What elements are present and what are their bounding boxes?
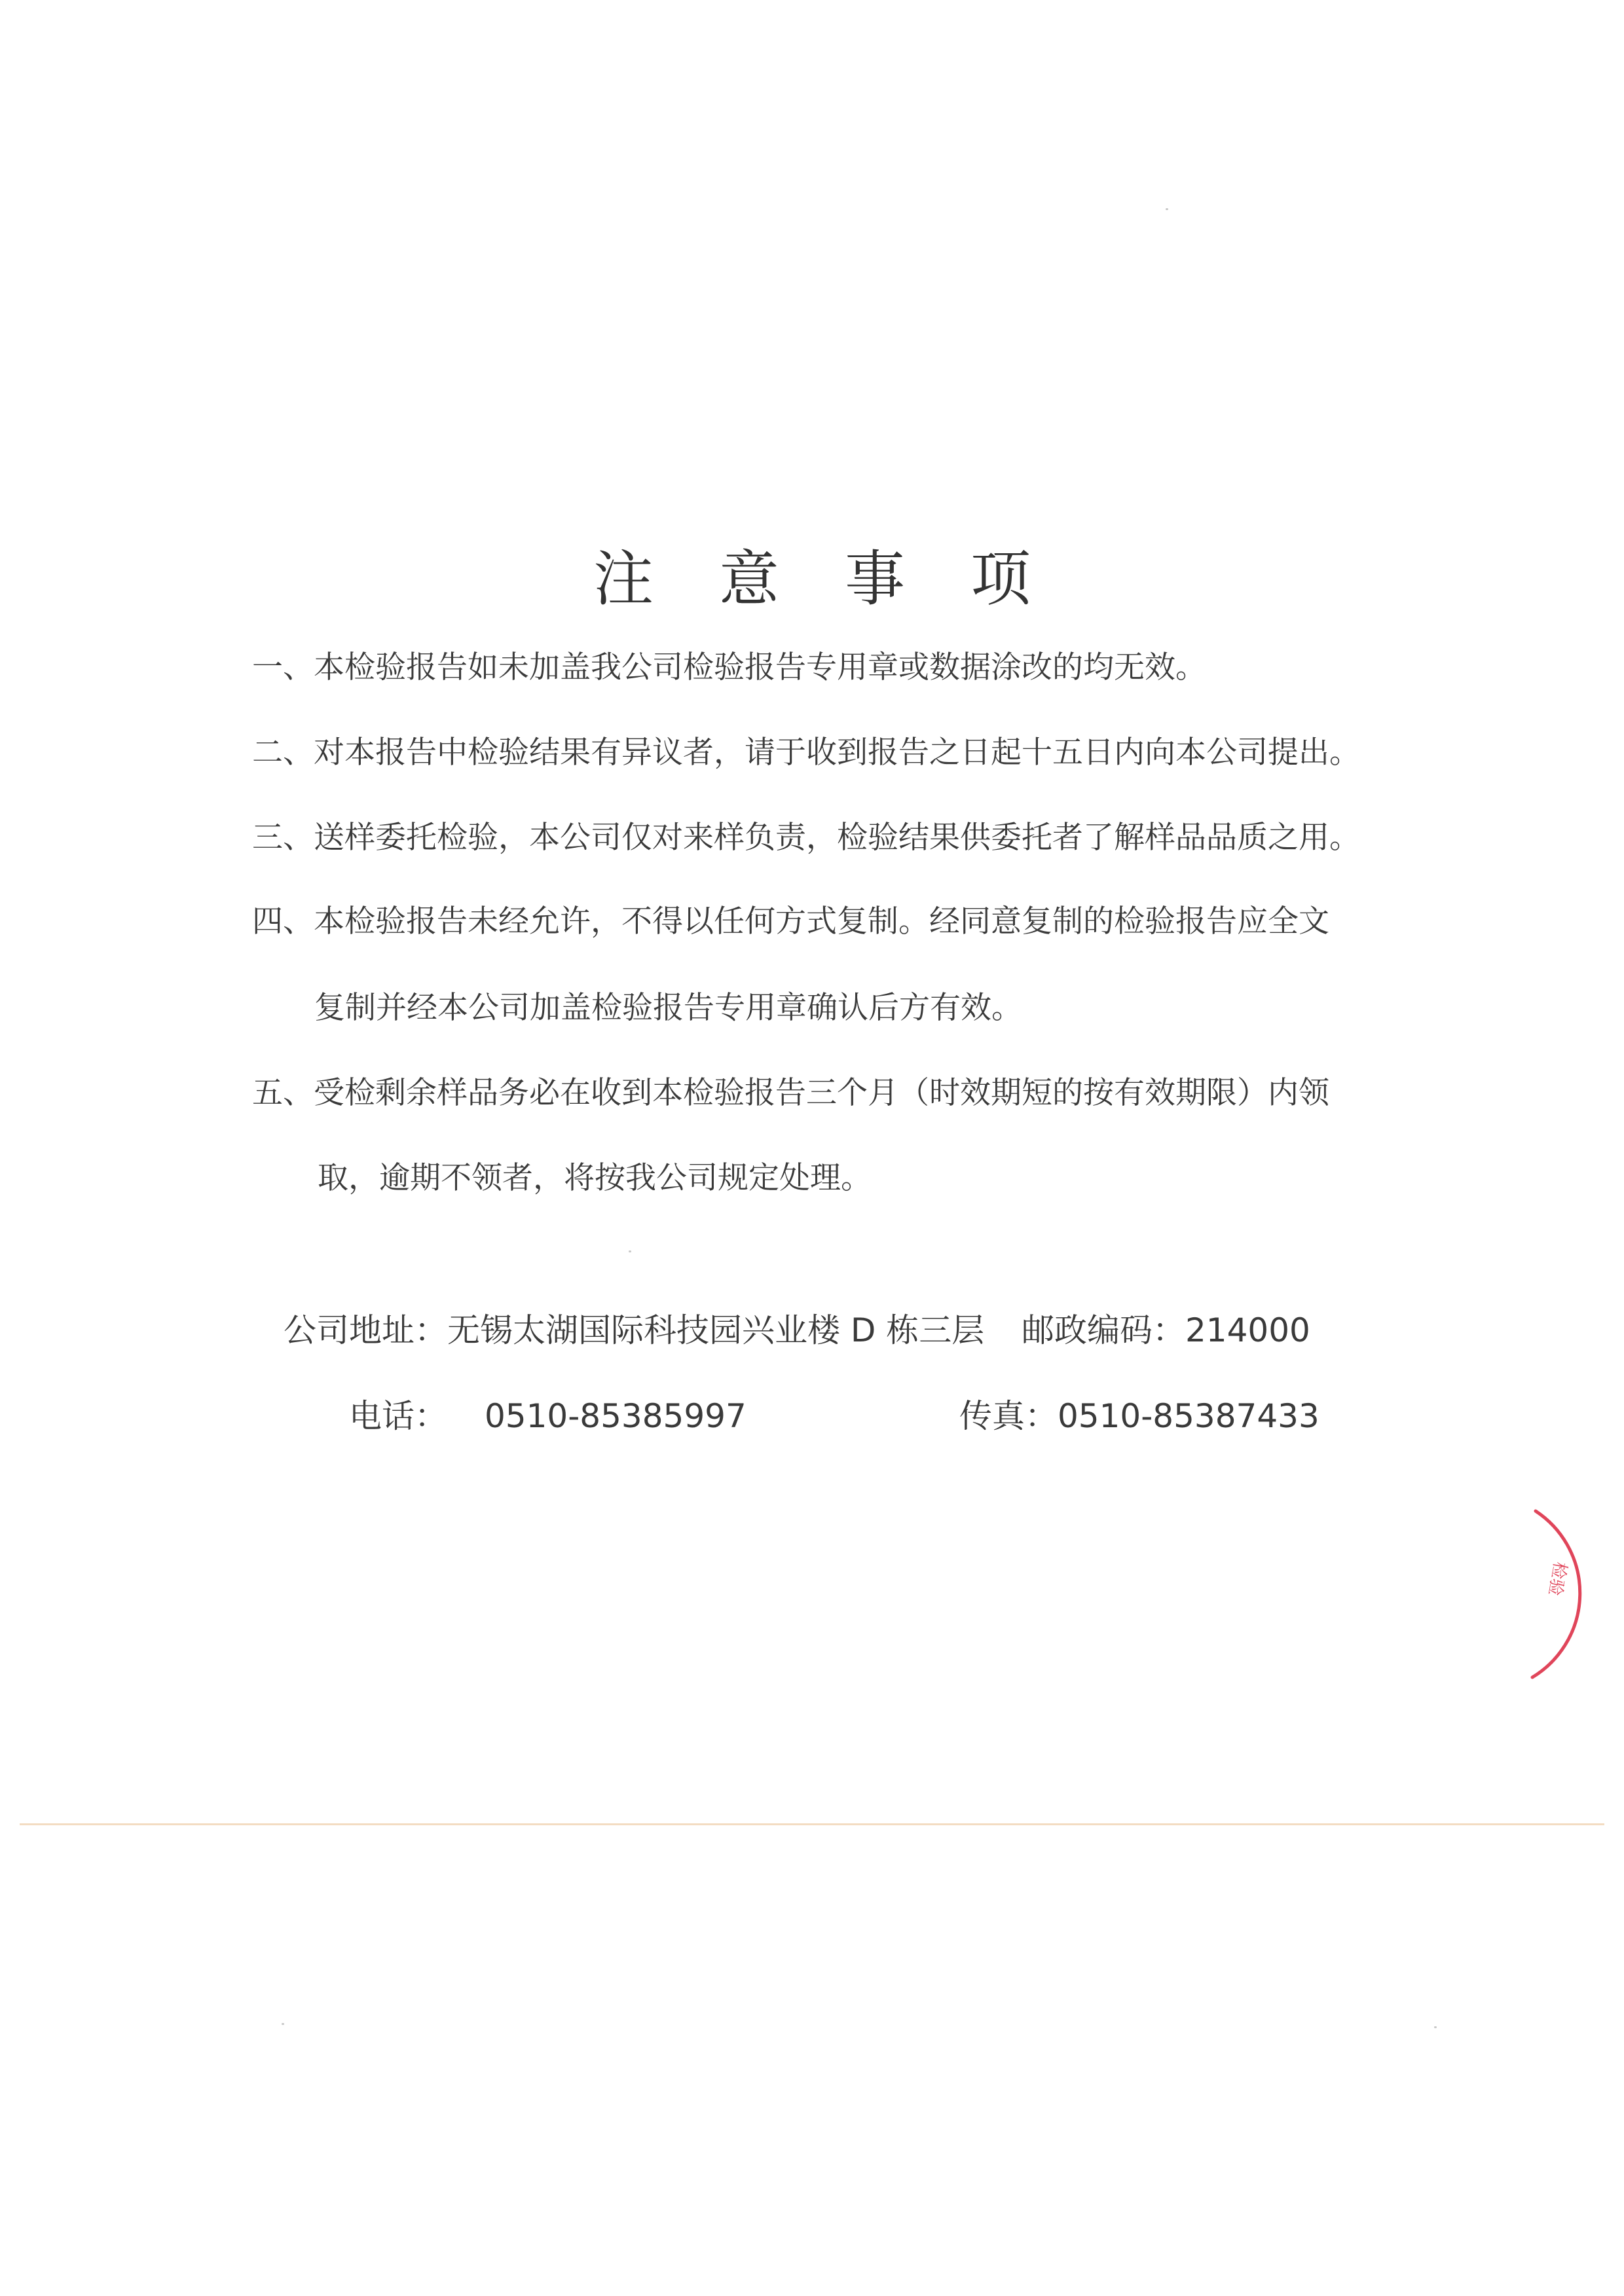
notice-item-3: 三、送样委托检验，本公司仅对来样负责，检验结果供委托者了解样品品质之用。 [252, 820, 1360, 856]
page-divider [20, 1823, 1604, 1825]
phone-label: 电话： [349, 1397, 447, 1435]
company-address: 公司地址：无锡太湖国际科技园兴业楼 D 栋三层 [284, 1311, 985, 1349]
notice-item-5-line-1: 五、受检剩余样品务必在收到本检验报告三个月（时效期短的按有效期限）内领 [252, 1075, 1329, 1111]
seal-stamp-icon [1506, 1506, 1598, 1683]
fax-number: 传真：0510-85387433 [959, 1397, 1320, 1435]
notice-item-5-line-2: 取，逾期不领者，将按我公司规定处理。 [318, 1160, 872, 1196]
notice-item-1: 一、本检验报告如未加盖我公司检验报告专用章或数据涂改的均无效。 [252, 649, 1206, 685]
scan-speck [282, 2023, 284, 2025]
notice-item-4-line-1: 四、本检验报告未经允许，不得以任何方式复制。经同意复制的检验报告应全文 [252, 903, 1329, 939]
scan-speck [1166, 208, 1168, 210]
phone-number: 0510-85385997 [485, 1397, 747, 1435]
notice-item-4-line-2: 复制并经本公司加盖检验报告专用章确认后方有效。 [314, 990, 1022, 1026]
notice-item-2: 二、对本报告中检验结果有异议者，请于收到报告之日起十五日内向本公司提出。 [252, 735, 1360, 771]
postal-code: 邮政编码：214000 [1022, 1311, 1310, 1349]
page-title: 注意事项 [593, 544, 1096, 614]
scan-speck [1434, 2026, 1437, 2028]
scan-speck [629, 1250, 631, 1252]
svg-text:检验: 检验 [1544, 1560, 1570, 1597]
